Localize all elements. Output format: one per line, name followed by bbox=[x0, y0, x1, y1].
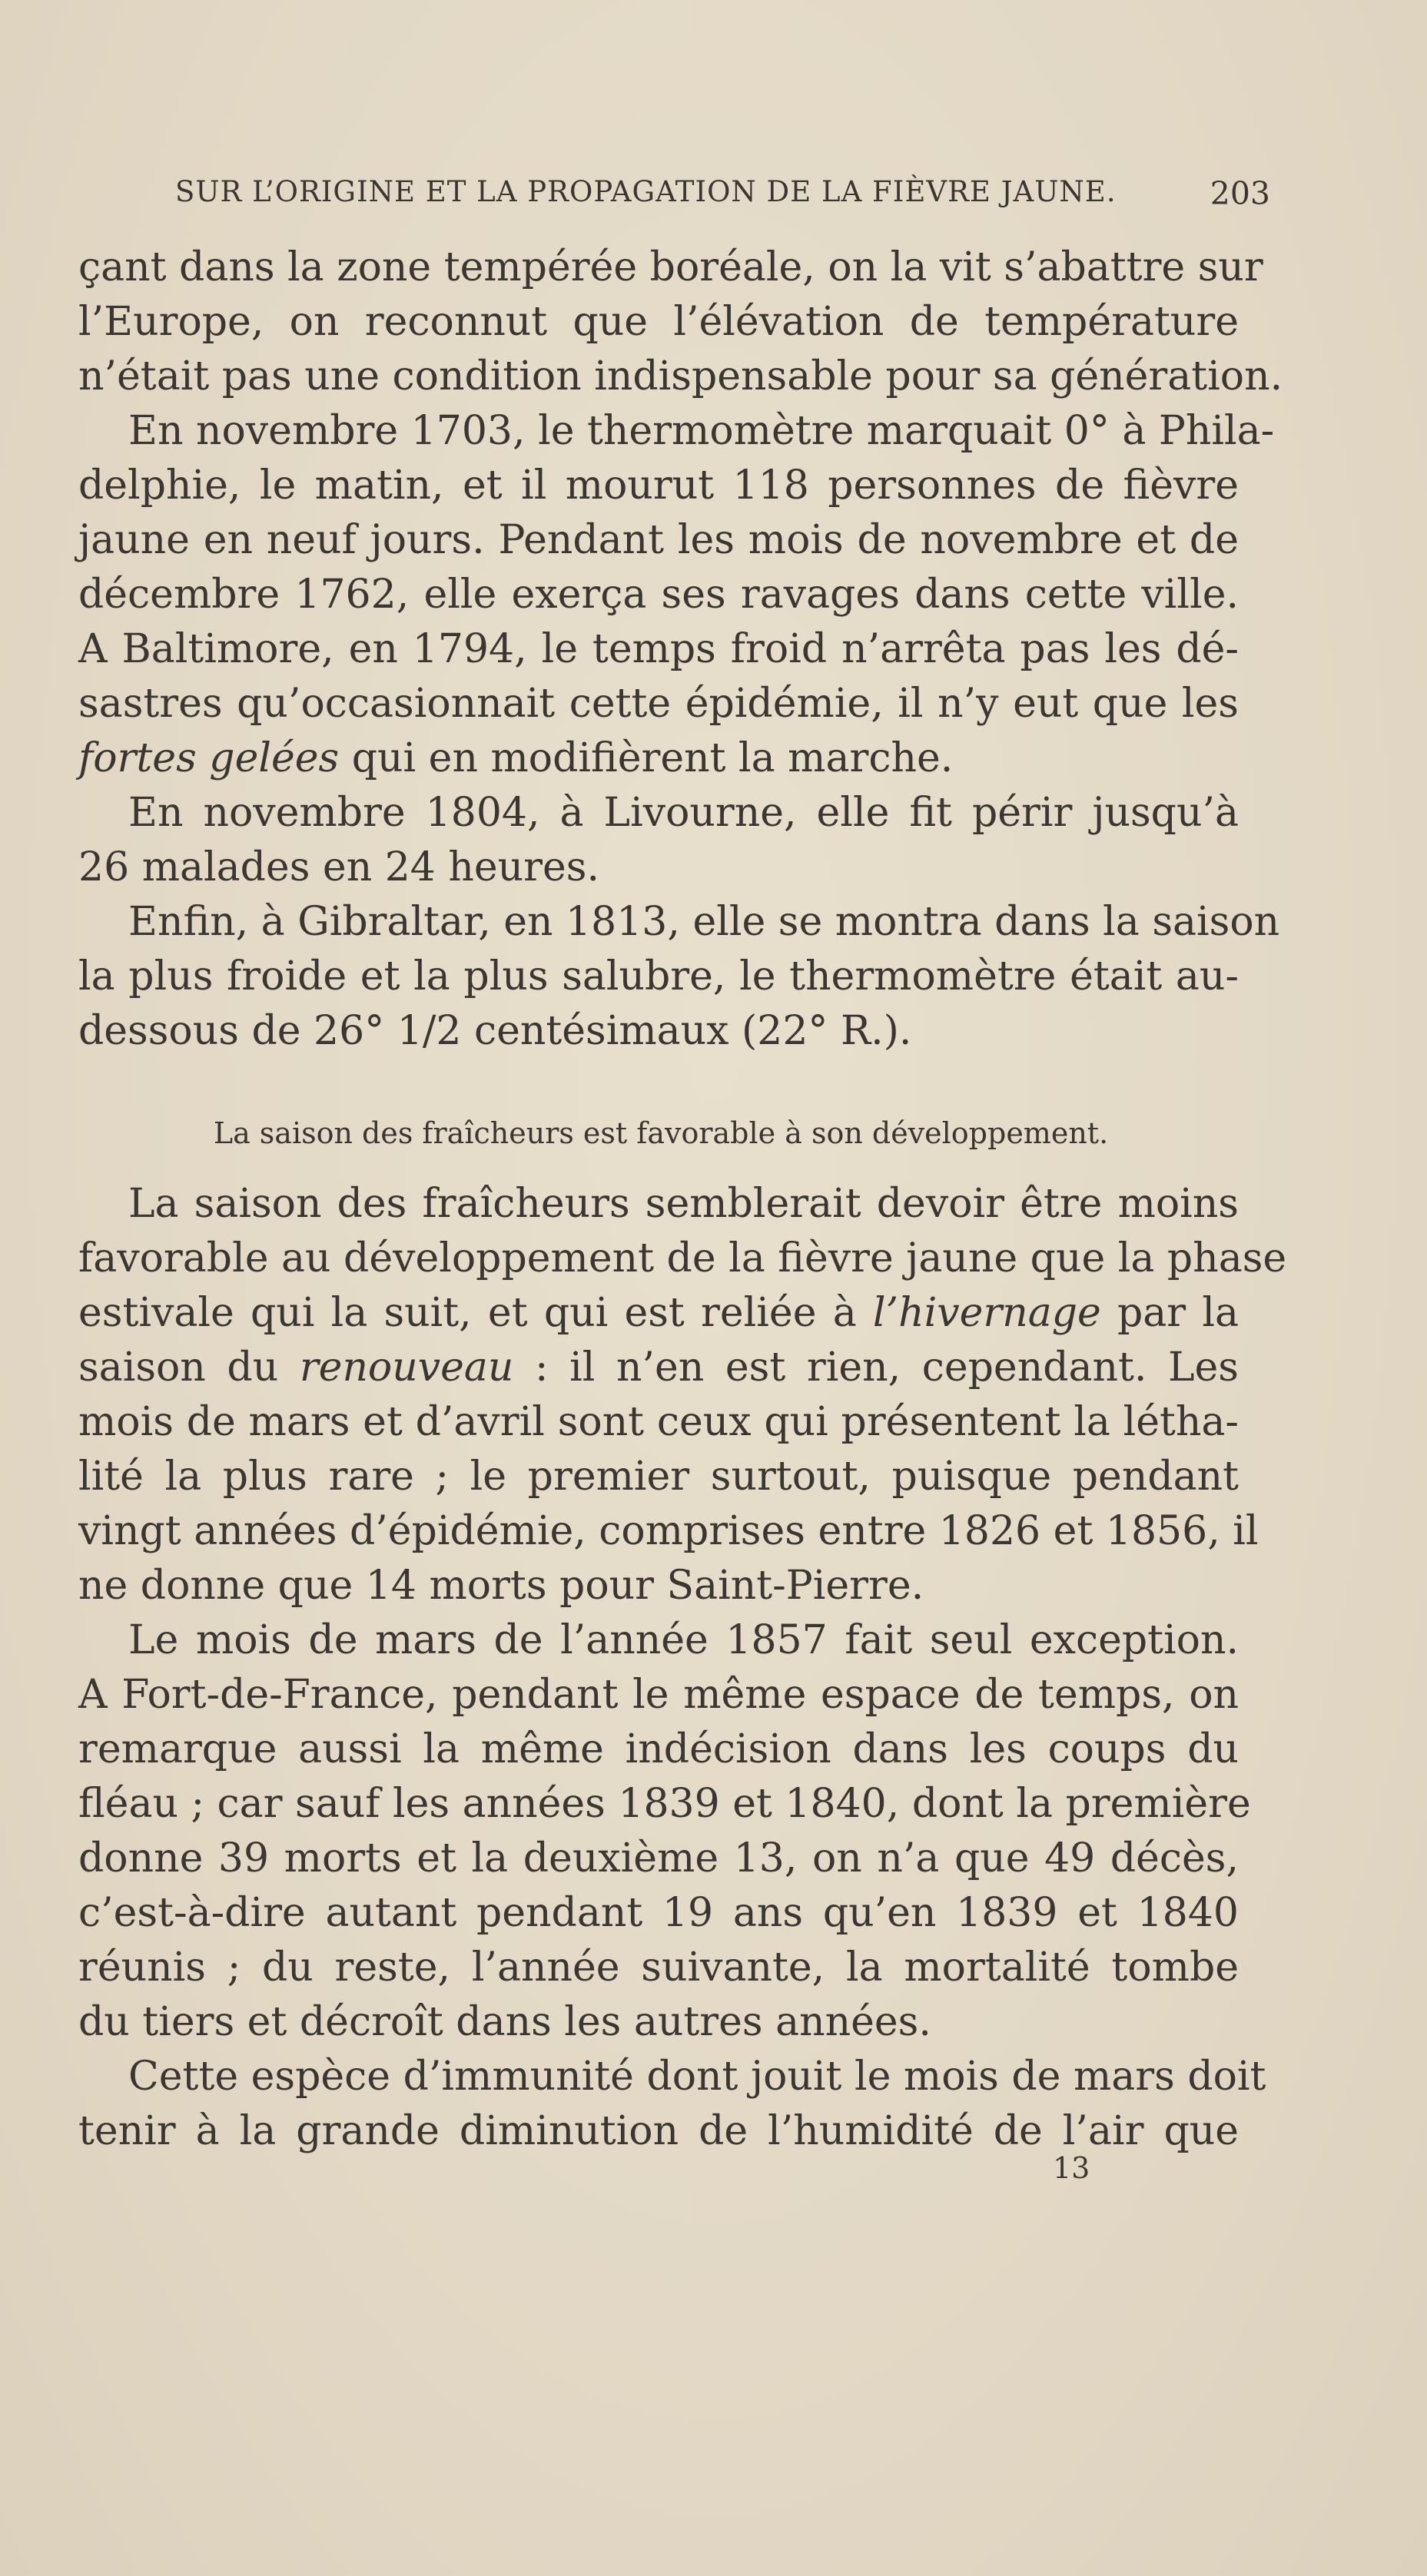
text-line: mois de mars et d’avril sont ceux qui présentent la létha- bbox=[78, 1399, 1239, 1445]
text-line: La saison des fraîcheurs semblerait devoir être moins bbox=[128, 1181, 1239, 1227]
text-line bbox=[78, 731, 1239, 785]
text-line: c’est-à-dire autant pendant 19 ans qu’en 1839 et 1840 bbox=[78, 1890, 1239, 1936]
italic-phrase: l’hivernage bbox=[872, 1290, 1101, 1336]
italic-phrase: fortes gelées bbox=[78, 735, 340, 781]
text-line: fléau ; car sauf les années 1839 et 1840, dont la première bbox=[78, 1781, 1251, 1827]
running-head bbox=[175, 175, 1270, 218]
text-line: delphie, le matin, et il mourut 118 personnes de fièvre bbox=[78, 462, 1239, 509]
text-line: A Baltimore, en 1794, le temps froid n’arrêta pas les dé- bbox=[78, 626, 1239, 672]
text-line: çant dans la zone tempérée boréale, on la vit s’abattre sur bbox=[78, 244, 1263, 290]
text-run: qui en modifièrent la marche. bbox=[339, 735, 954, 781]
text-run: : il n’en est rien, cependant. Les bbox=[513, 1344, 1239, 1391]
running-title: SUR L’ORIGINE ET LA PROPAGATION DE LA FIÈVRE JAUNE. bbox=[175, 175, 1117, 208]
text-run: saison du bbox=[78, 1344, 300, 1391]
text-line: A Fort-de-France, pendant le même espace de temps, on bbox=[78, 1672, 1239, 1718]
italic-phrase: renouveau bbox=[299, 1344, 514, 1391]
text-line: remarque aussi la même indécision dans les coups du bbox=[78, 1726, 1239, 1772]
text-line: du tiers et décroît dans les autres années. bbox=[78, 1999, 931, 2045]
text-line bbox=[78, 1341, 1239, 1394]
text-line: la plus froide et la plus salubre, le thermomètre était au- bbox=[78, 953, 1239, 1000]
text-line: décembre 1762, elle exerça ses ravages dans cette ville. bbox=[78, 572, 1239, 618]
text-line: donne 39 morts et la deuxième 13, on n’a que 49 décès, bbox=[78, 1835, 1239, 1881]
text-line: vingt années d’épidémie, comprises entre 1826 et 1856, il bbox=[78, 1508, 1259, 1554]
section-subtitle: La saison des fraîcheurs est favorable à son développement. bbox=[213, 1116, 1109, 1150]
text-line: En novembre 1804, à Livourne, elle fit périr jusqu’à bbox=[128, 790, 1239, 836]
text-line: Enfin, à Gibraltar, en 1813, elle se montra dans la saison bbox=[128, 899, 1280, 945]
text-line: 26 malades en 24 heures. bbox=[78, 844, 600, 890]
text-line: n’était pas une condition indispensable pour sa génération. bbox=[78, 353, 1283, 399]
text-line: Cette espèce d’immunité dont jouit le mois de mars doit bbox=[128, 2054, 1266, 2100]
text-line: sastres qu’occasionnait cette épidémie, il n’y eut que les bbox=[78, 681, 1239, 727]
text-line: jaune en neuf jours. Pendant les mois de novembre et de bbox=[78, 517, 1239, 563]
text-line bbox=[78, 1286, 1239, 1340]
page-number: 203 bbox=[1210, 175, 1270, 212]
signature-mark: 13 bbox=[1053, 2151, 1090, 2185]
text-line: dessous de 26° 1/2 centésimaux (22° R.). bbox=[78, 1008, 912, 1054]
text-line: tenir à la grande diminution de l’humidité de l’air que bbox=[78, 2108, 1239, 2154]
text-line: En novembre 1703, le thermomètre marquait 0° à Phila- bbox=[128, 408, 1275, 454]
text-line: ne donne que 14 morts pour Saint-Pierre. bbox=[78, 1563, 924, 1609]
text-line: réunis ; du reste, l’année suivante, la mortalité tombe bbox=[78, 1944, 1239, 1991]
text-line: Le mois de mars de l’année 1857 fait seul exception. bbox=[128, 1617, 1239, 1663]
text-run: estivale qui la suit, et qui est reliée à bbox=[78, 1290, 873, 1336]
text-line: l’Europe, on reconnut que l’élévation de température bbox=[78, 299, 1239, 345]
text-line: lité la plus rare ; le premier surtout, puisque pendant bbox=[78, 1454, 1239, 1500]
text-run: par la bbox=[1100, 1290, 1239, 1336]
text-line: favorable au développement de la fièvre jaune que la phase bbox=[78, 1235, 1287, 1281]
